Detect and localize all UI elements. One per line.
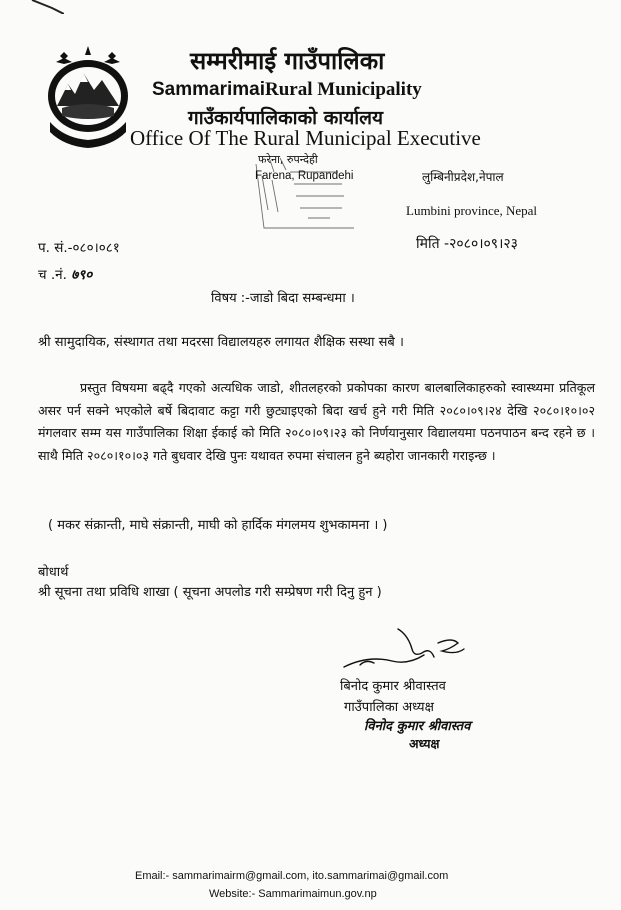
office-name-english: Office Of The Rural Municipal Executive	[130, 126, 481, 150]
letter-date: मिति -२०८०।०९।२३	[416, 236, 518, 252]
location-nepali: फरेना, रुपन्देही	[258, 153, 318, 166]
subject-line: विषय :-जाडो बिदा सम्बन्धमा ।	[211, 291, 355, 306]
name-en-part2: Rural Municipality	[265, 79, 422, 100]
dispatch-label: च .नं.	[38, 267, 67, 283]
office-name-nepali: गाउँकार्यपालिकाको कार्यालय	[188, 107, 384, 129]
signatory-name: बिनोद कुमार श्रीवास्तव	[340, 679, 446, 694]
handwritten-signature	[338, 625, 478, 675]
province-nepali: लुम्बिनीप्रदेश,नेपाल	[422, 170, 504, 184]
name-en-part1: Sammarimai	[152, 79, 266, 100]
footer-website: Website:- Sammarimaimun.gov.np	[209, 888, 377, 900]
reference-number: प. सं.-०८०।०८१	[38, 240, 120, 256]
cc-recipient: श्री सूचना तथा प्रविधि शाखा ( सूचना अपलोड गरी सम्प्रेषण गरी दिनु हुन )	[38, 585, 382, 600]
signatory-title: गाउँपालिका अध्यक्ष	[344, 700, 434, 715]
scan-edge-mark	[30, 0, 64, 14]
dispatch-value: ७९०	[71, 267, 93, 283]
signatory-stamp-title: अध्यक्ष	[409, 736, 440, 751]
footer-email: Email:- sammarimairm@gmail.com, ito.sammarimai@gmail.com	[135, 870, 449, 882]
signatory-stamp-name: विनोद कुमार श्रीवास्तव	[364, 719, 471, 734]
body-paragraph: प्रस्तुत विषयमा बढ्दै गएको अत्यधिक जाडो, शीतलहरको प्रकोपका कारण बालबालिकाहरुको स्वास्थ्यमा प्रतिकूल असर पर्न सक्ने भएकोले बर्षे बिदावाट कट्टा गरी छुट्याइएको बिदा खर्च हुने गरी मिति २०८०।०९।२४ देखि २०८०।१०।०२ मंगलवार सम्म यस गाउँपालिका शिक्षा ईकाई को मिति २०८०।०९।२३ को निर्णयानुसार विद्यालयमा पठनपाठन बन्द रहने छ । साथै मिति २०८०।१०।०३ गते बुधवार देखि पुनः यथावत रुपमा संचालन हुने ब्यहोरा जानकारी गराइन्छ ।	[38, 380, 595, 463]
province-english: Lumbini province, Nepal	[406, 203, 538, 218]
cc-heading: बोधार्थ	[38, 565, 69, 580]
location-english: Farena, Rupandehi	[255, 170, 354, 182]
dispatch-number	[38, 265, 92, 283]
municipality-name-english	[152, 79, 422, 101]
municipality-name-nepali: सम्मरीमाई गाउँपालिका	[190, 47, 385, 75]
nepal-emblem-icon	[42, 42, 134, 148]
recipient-line: श्री सामुदायिक, संस्थागत तथा मदरसा विद्यालयहरु लगायत शैक्षिक सस्था सबै ।	[38, 335, 404, 350]
greeting-line: ( मकर संक्रान्ती, माघे संक्रान्ती, माघी को हार्दिक मंगलमय शुभकामना । )	[48, 518, 388, 533]
